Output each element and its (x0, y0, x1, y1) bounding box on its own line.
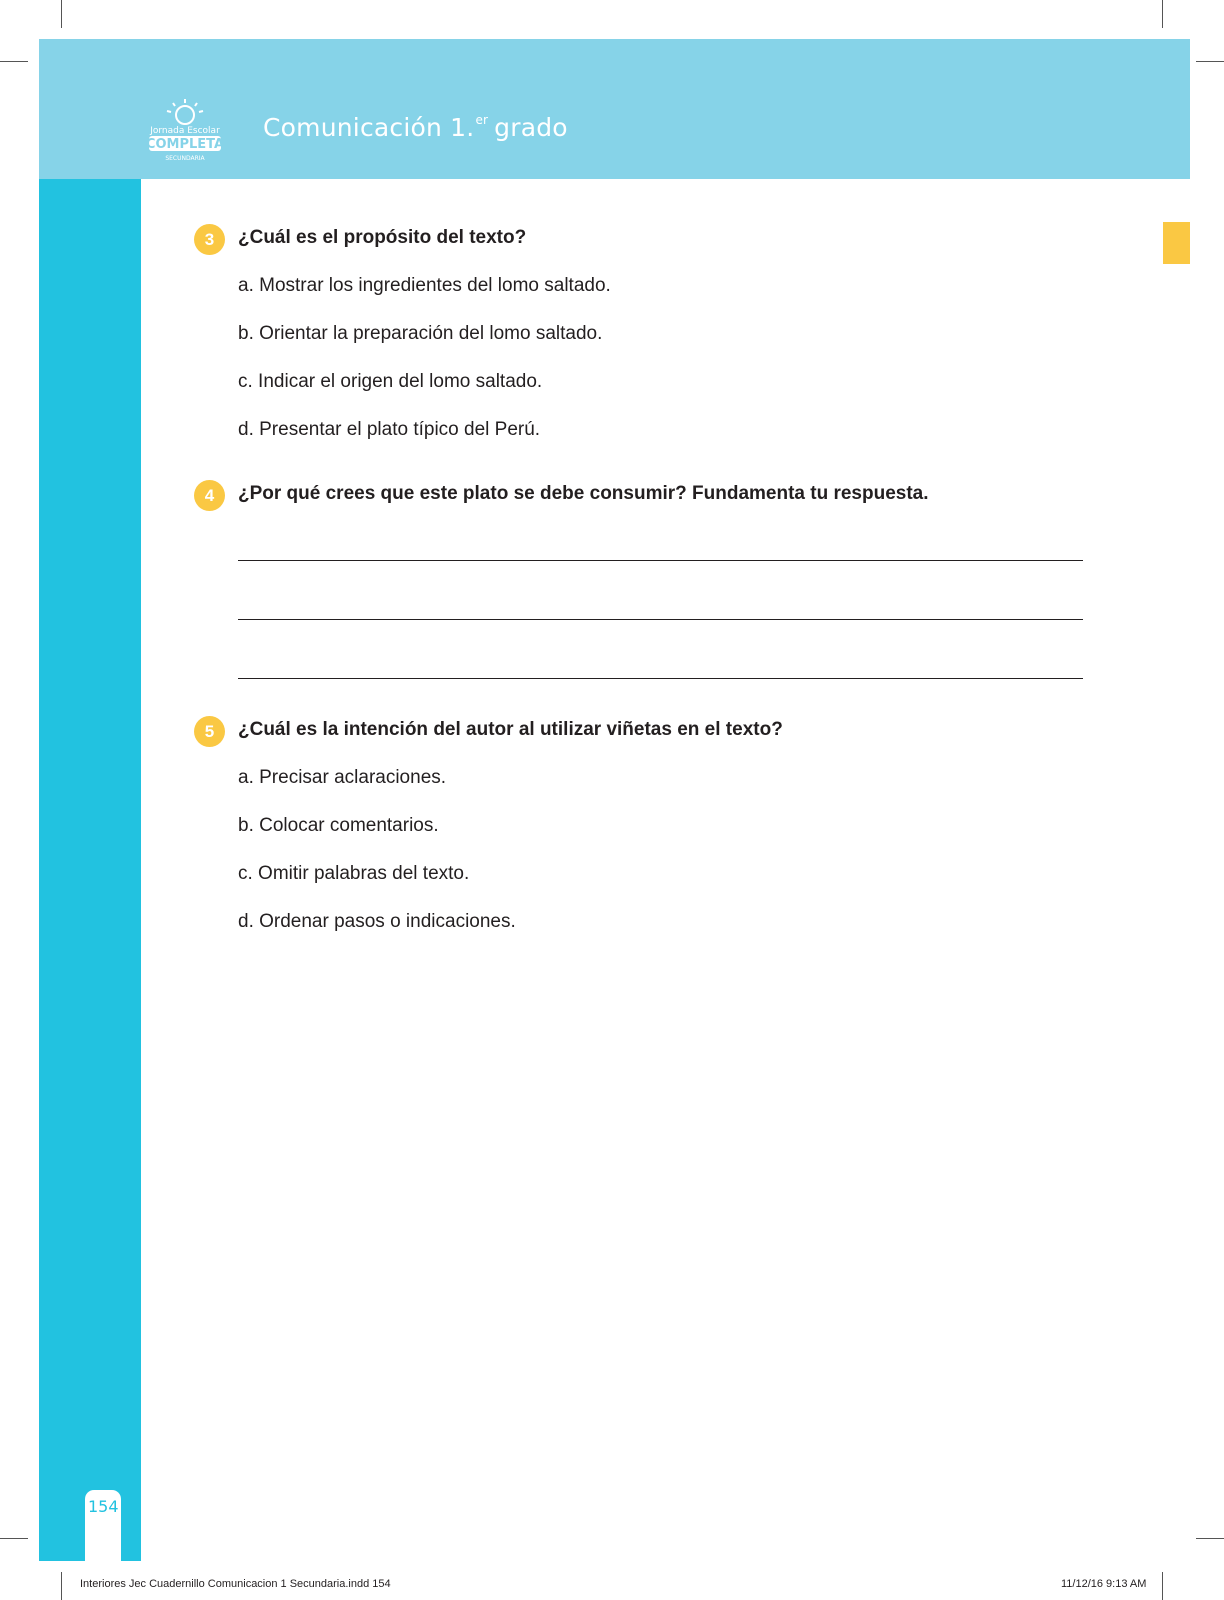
crop-mark (1196, 1538, 1224, 1539)
question-text: ¿Cuál es la intención del autor al utilizar viñetas en el texto? (238, 719, 783, 740)
title-main: Comunicación 1. (263, 113, 475, 142)
option-b: b. Colocar comentarios. (238, 815, 439, 836)
logo-text-line-1: Jornada Escolar (150, 126, 220, 136)
logo-text-line-3: SECUNDARIA (165, 155, 205, 162)
question-text: ¿Cuál es el propósito del texto? (238, 227, 527, 248)
answer-line-1[interactable] (238, 560, 1083, 561)
page-number: 154 (88, 1497, 119, 1516)
option-d: d. Presentar el plato típico del Perú. (238, 419, 541, 440)
answer-line-3[interactable] (238, 678, 1083, 679)
option-a: a. Mostrar los ingredientes del lomo saltado. (238, 275, 611, 296)
crop-mark (61, 0, 62, 28)
option-c: c. Indicar el origen del lomo saltado. (238, 371, 543, 392)
crop-mark (1162, 1572, 1163, 1600)
footer-file-slug: Interiores Jec Cuadernillo Comunicacion 1 Secundaria.indd 154 (80, 1578, 391, 1590)
jornada-escolar-logo (145, 97, 225, 163)
title-superscript: er (475, 113, 489, 127)
title-rest: grado (494, 113, 568, 142)
header-band (39, 39, 1190, 179)
option-d: d. Ordenar pasos o indicaciones. (238, 911, 516, 932)
question-text: ¿Por qué crees que este plato se debe consumir? Fundamenta tu respuesta. (238, 483, 929, 504)
left-sidebar-strip (39, 179, 141, 1561)
option-a: a. Precisar aclaraciones. (238, 767, 447, 788)
question-number-badge: 3 (194, 224, 225, 255)
answer-line-2[interactable] (238, 619, 1083, 620)
option-b: b. Orientar la preparación del lomo saltado. (238, 323, 603, 344)
page-header-title (263, 113, 568, 142)
question-number-badge: 5 (194, 716, 225, 747)
question-number-badge: 4 (194, 480, 225, 511)
yellow-edge-tab (1163, 222, 1190, 264)
logo-text-line-2: COMPLETA (145, 137, 225, 152)
crop-mark (1196, 61, 1224, 62)
crop-mark (0, 1538, 28, 1539)
footer-datetime-slug: 11/12/16 9:13 AM (1061, 1578, 1147, 1590)
crop-mark (1162, 0, 1163, 28)
crop-mark (0, 61, 28, 62)
crop-mark (61, 1572, 62, 1600)
option-c: c. Omitir palabras del texto. (238, 863, 470, 884)
